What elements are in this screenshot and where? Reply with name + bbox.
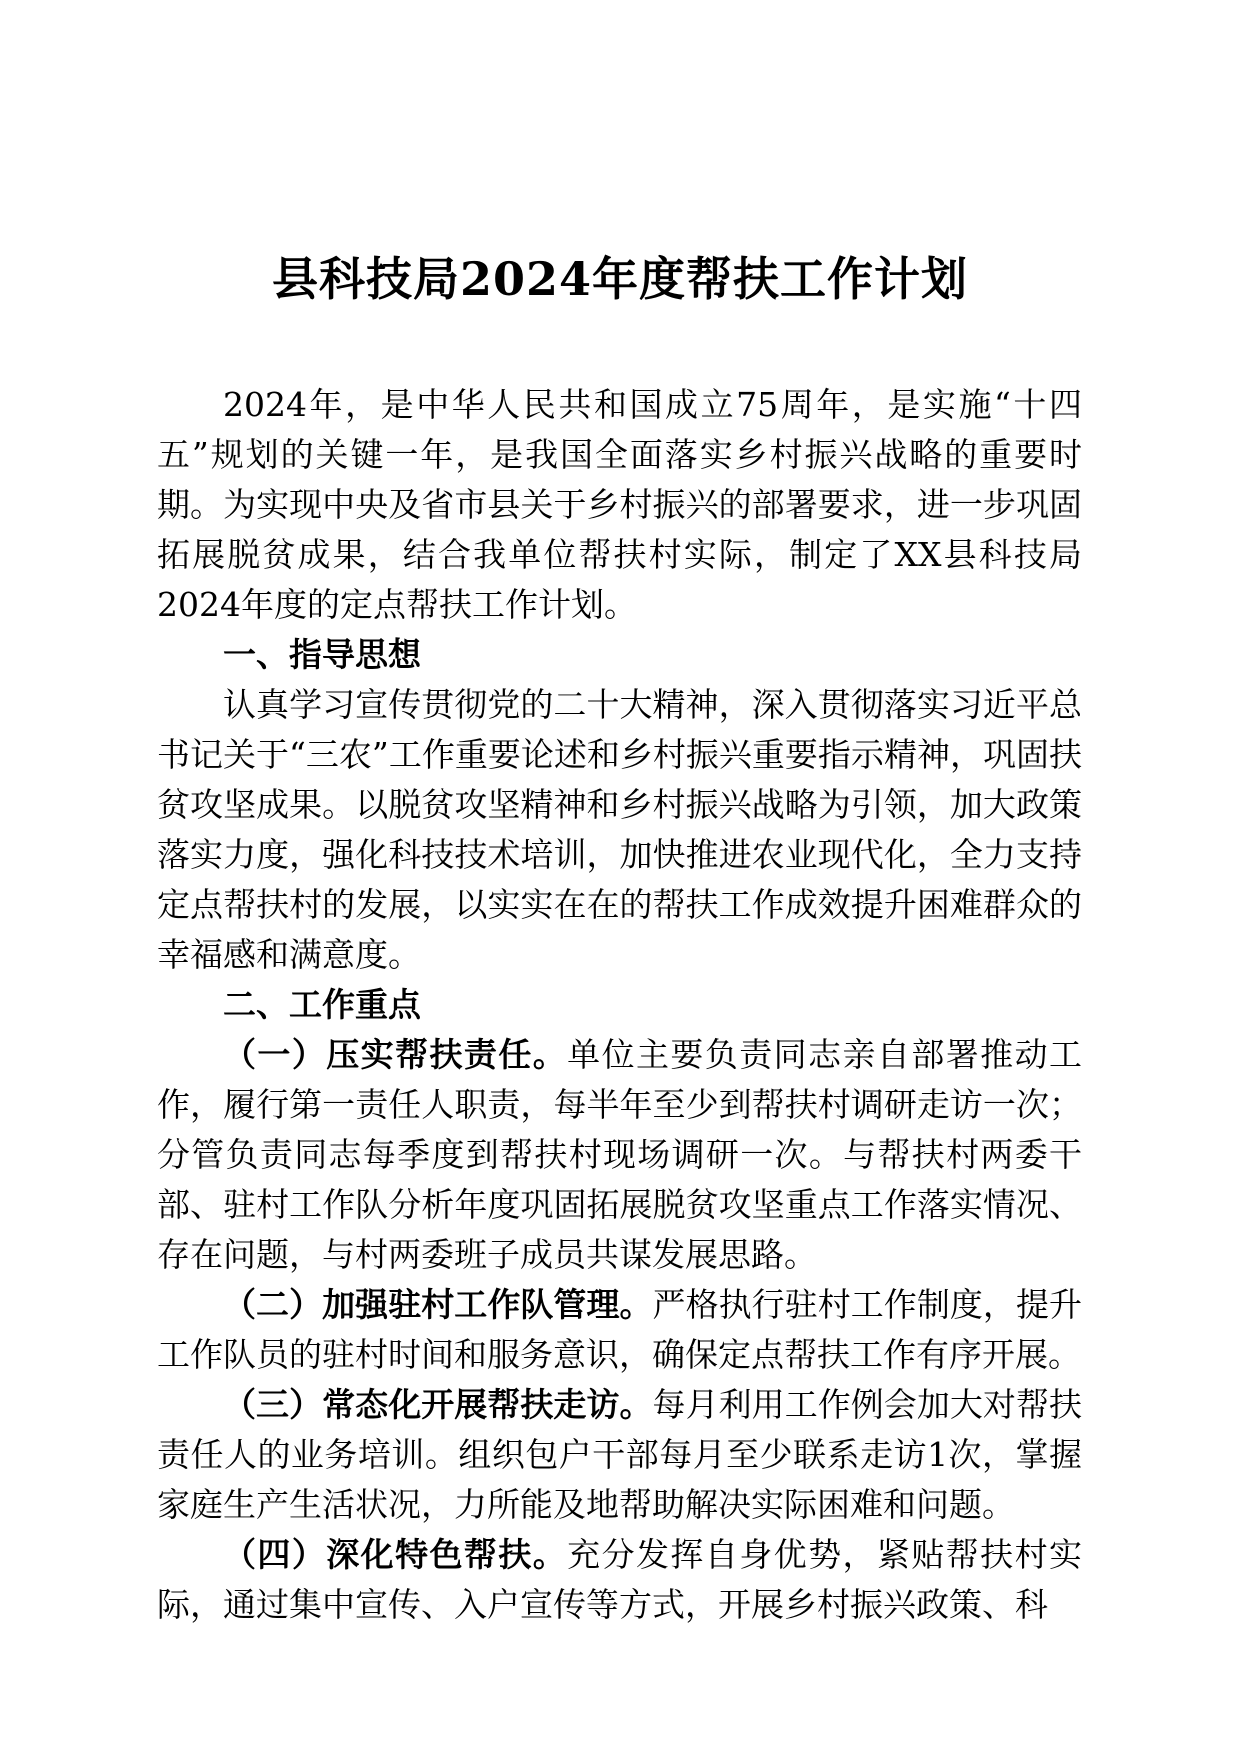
work-item-lead: （四）深化特色帮扶。 <box>223 1535 568 1574</box>
work-item-paragraph <box>157 1530 1082 1630</box>
section-heading-work-focus: 二、工作重点 <box>223 985 421 1024</box>
work-item-text: 严格执行驻村工作制度，提升工作队员的驻村时间和服务意识，确保定点帮扶工作有序开展。 <box>157 1285 1083 1374</box>
work-item-text: 每月利用工作例会加大对帮扶责任人的业务培训。组织包户干部每月至少联系走访1次，掌握家庭生产生活状况，力所能及地帮助解决实际困难和问题。 <box>157 1385 1083 1524</box>
work-item-lead: （一）压实帮扶责任。 <box>223 1035 568 1074</box>
guiding-ideology-paragraph: 认真学习宣传贯彻党的二十大精神，深入贯彻落实习近平总书记关于“三农”工作重要论述和乡村振兴重要指示精神，巩固扶贫攻坚成果。以脱贫攻坚精神和乡村振兴战略为引领，加大政策落实力度，强化科技技术培训，加快推进农业现代化，全力支持定点帮扶村的发展，以实实在在的帮扶工作成效提升困难群众的幸福感和满意度。 <box>157 685 1082 974</box>
section-heading-guiding-ideology: 一、指导思想 <box>223 635 421 674</box>
work-item-text: 充分发挥自身优势，紧贴帮扶村实际，通过集中宣传、入户宣传等方式，开展乡村振兴政策、科 <box>157 1535 1083 1624</box>
intro-paragraph: 2024年，是中华人民共和国成立75周年，是实施“十四五”规划的关键一年，是我国全面落实乡村振兴战略的重要时期。为实现中央及省市县关于乡村振兴的部署要求，进一步巩固拓展脱贫成果，结合我单位帮扶村实际，制定了XX县科技局2024年度的定点帮扶工作计划。 <box>157 385 1082 624</box>
work-item-paragraph <box>157 1280 1082 1380</box>
work-item-paragraph <box>157 1380 1082 1530</box>
document-title: 县科技局2024年度帮扶工作计划 <box>271 252 969 306</box>
document-body <box>157 380 1082 1630</box>
work-item-text: 单位主要负责同志亲自部署推动工作，履行第一责任人职责，每半年至少到帮扶村调研走访一次；分管负责同志每季度到帮扶村现场调研一次。与帮扶村两委干部、驻村工作队分析年度巩固拓展脱贫攻坚重点工作落实情况、存在问题，与村两委班子成员共谋发展思路。 <box>157 1035 1083 1274</box>
work-item-lead: （二）加强驻村工作队管理。 <box>223 1285 653 1324</box>
work-item-paragraph <box>157 1030 1082 1280</box>
work-item-lead: （三）常态化开展帮扶走访。 <box>223 1385 653 1424</box>
